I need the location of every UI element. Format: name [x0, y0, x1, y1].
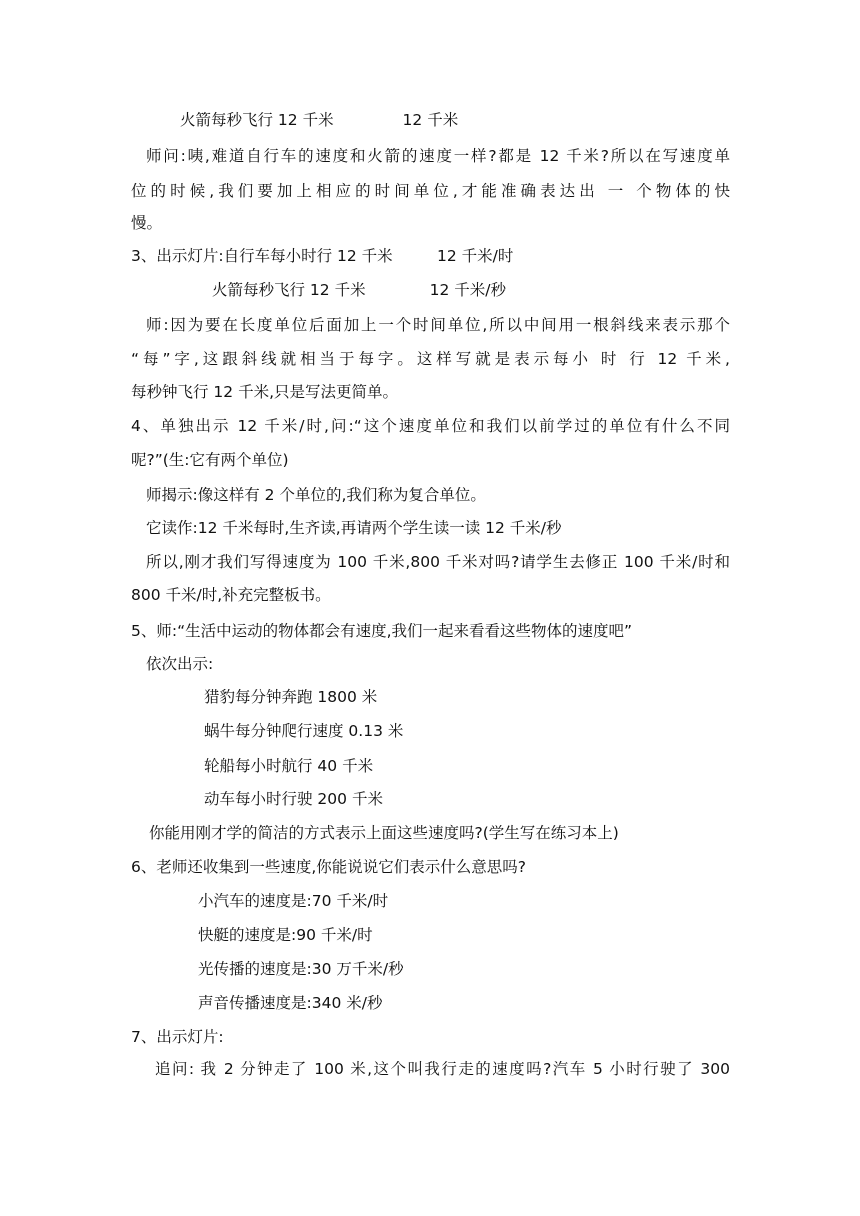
text-line-13: 它读作:12 千米每时,生齐读,再请两个学生读一读 12 千米/秒: [146, 519, 562, 537]
text-line-18: 猎豹每分钟奔跑 1800 米: [204, 688, 378, 706]
text-line-4: 慢。: [131, 214, 163, 232]
text-line-12: 师揭示:像这样有 2 个单位的,我们称为复合单位。: [146, 486, 486, 504]
text-line-5: 3、出示灯片:自行车每小时行 12 千米 12 千米/时: [131, 247, 514, 265]
text-line-19: 蜗牛每分钟爬行速度 0.13 米: [204, 722, 404, 740]
text-line-26: 光传播的速度是:30 万千米/秒: [198, 960, 404, 978]
text-line-10: 4、单独出示 12 千米/时,问:“这个速度单位和我们以前学过的单位有什么不同: [131, 417, 730, 435]
text-line-7: 师:因为要在长度单位后面加上一个时间单位,所以中间用一根斜线来表示那个: [146, 316, 730, 334]
text-line-11: 呢?”(生:它有两个单位): [131, 451, 289, 469]
text-line-20: 轮船每小时航行 40 千米: [204, 757, 374, 775]
text-line-28: 7、出示灯片:: [131, 1028, 224, 1046]
text-line-22: 你能用刚才学的简洁的方式表示上面这些速度吗?(学生写在练习本上): [149, 824, 619, 842]
text-line-23: 6、老师还收集到一些速度,你能说说它们表示什么意思吗?: [131, 858, 527, 876]
text-line-16: 5、师:“生活中运动的物体都会有速度,我们一起来看看这些物体的速度吧”: [131, 622, 633, 640]
text-line-6: 火箭每秒飞行 12 千米 12 千米/秒: [212, 281, 507, 299]
text-line-27: 声音传播速度是:340 米/秒: [198, 994, 383, 1012]
text-line-3: 位的时候,我们要加上相应的时间单位,才能准确表达出 一 个物体的快: [131, 182, 730, 200]
text-line-17: 依次出示:: [146, 655, 214, 673]
text-line-2: 师问:咦,难道自行车的速度和火箭的速度一样?都是 12 千米?所以在写速度单: [146, 147, 730, 165]
text-line-9: 每秒钟飞行 12 千米,只是写法更简单。: [131, 383, 399, 401]
text-line-29: 追问: 我 2 分钟走了 100 米,这个叫我行走的速度吗?汽车 5 小时行驶了 300: [155, 1060, 730, 1078]
text-line-15: 800 千米/时,补充完整板书。: [131, 586, 331, 604]
text-line-24: 小汽车的速度是:70 千米/时: [198, 892, 389, 910]
text-line-25: 快艇的速度是:90 千米/时: [198, 926, 373, 944]
text-line-21: 动车每小时行驶 200 千米: [204, 790, 383, 808]
text-line-14: 所以,刚才我们写得速度为 100 千米,800 千米对吗?请学生去修正 100 千米/时和: [146, 553, 730, 571]
text-line-8: “每”字,这跟斜线就相当于每字。这样写就是表示每小 时 行 12 千米,: [131, 350, 730, 368]
text-line-1: 火箭每秒飞行 12 千米 12 千米: [180, 111, 459, 129]
